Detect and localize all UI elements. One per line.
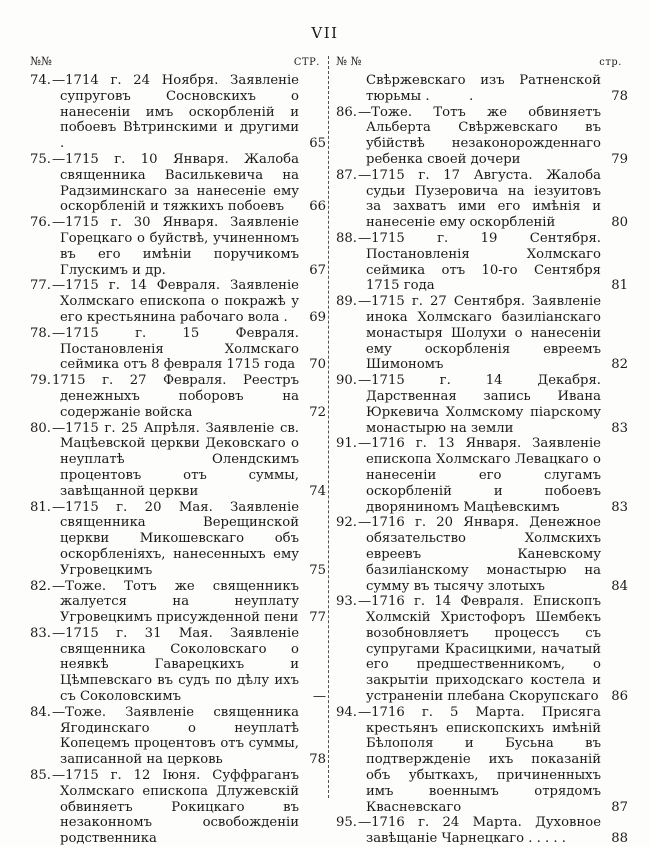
entry-page-number: 88 (611, 831, 628, 847)
right-entries-container (336, 73, 628, 847)
right-header-numbers-label: № № (336, 54, 362, 68)
entry-text: —1715 г. 20 Мая. Заявленіе священника Верещинской церкви Микошевскаго объ оскорбленіяхъ, нанесенныхъ ему Угровецкимъ (51, 499, 299, 578)
entry-text: —1714 г. 24 Ноября. Заявленіе супруговъ Сосновскихъ о нанесеніи имъ оскорбленій и побоевъ Вѣтринскими и другими . (51, 73, 299, 152)
entry-text: —Тоже. Тотъ же обвиняетъ Альберта Свѣржевскаго въ убійствѣ незаконорожденнаго ребенка своей дочери (357, 104, 601, 167)
toc-entry (336, 515, 628, 594)
toc-entry (336, 594, 628, 705)
toc-entry (30, 705, 326, 768)
toc-entry (30, 326, 326, 373)
entry-text: Свѣржевскаго изъ Ратненской тюрьмы . . (366, 73, 601, 104)
toc-entry (336, 231, 628, 294)
entry-text: —1716 г. 24 Марта. Духовное завѣщаніе Чарнецкаго . . . . . (357, 815, 601, 847)
entry-number: 79. (30, 373, 51, 389)
entry-page-number: 69 (309, 309, 326, 325)
entry-page-number: 77 (309, 610, 326, 626)
entry-number: 84. (30, 704, 51, 720)
entry-text: —1715 г. 10 Января. Жалоба священника Василькевича на Радзиминскаго за нанесеніе ему оскорбленій и тяжкихъ побоевъ (51, 151, 299, 215)
toc-entry (336, 436, 628, 515)
entry-page-number: 87 (611, 799, 628, 815)
entry-text: —Тоже. Тотъ же священникъ жалуется на неуплату Угровецкимъ присужденной пени (51, 578, 299, 626)
toc-entry (30, 421, 326, 500)
entry-page-number: 79 (611, 151, 628, 167)
entry-number: 75. (30, 151, 51, 167)
toc-entry (30, 373, 326, 420)
entry-page-number: 78 (309, 752, 326, 768)
toc-entry (30, 626, 326, 705)
entry-page-number: 82 (611, 357, 628, 373)
entry-page-number: 86 (611, 689, 628, 705)
toc-entry (336, 815, 628, 847)
entry-page-number: 84 (611, 578, 628, 594)
toc-right-column (336, 54, 628, 847)
entry-number: 94. (336, 704, 357, 720)
toc-entry (336, 168, 628, 231)
entry-text: —1715 г. 14 Февраля. Заявленіе Холмскаго епископа о покражѣ у его крестьянина рабочаго вола . (51, 278, 299, 325)
entry-number: 83. (30, 625, 51, 641)
entry-text: —1716 г. 5 Марта. Присяга крестьянъ епископскихъ имѣній Бѣлополя и Бусьна въ подтвержденіе ихъ показаній объ убыткахъ, причиненныхъ имъ военнымъ отрядомъ Квасневскаго (357, 704, 601, 815)
page-folio: VII (311, 24, 339, 42)
entry-text: —1716 г. 13 Января. Заявленіе епископа Холмскаго Левацкаго о нанесеніи его слугамъ оскорбленій и побоевъ дворяниномъ Мацѣевскимъ (357, 436, 601, 515)
entry-number: 92. (336, 515, 357, 531)
entry-text: —1715 г. 27 Сентября. Заявленіе инока Холмскаго базиліанскаго монастыря Шолухи о нанесеніи ему оскорбленія евреемъ Шимономъ (357, 294, 601, 373)
toc-entry (30, 215, 326, 278)
entry-number: 87. (336, 167, 357, 183)
entry-page-number: 72 (309, 404, 326, 420)
entry-number: 82. (30, 578, 51, 594)
entry-page-number: 83 (611, 499, 628, 515)
entry-number: 74. (30, 73, 51, 88)
right-column-header (336, 54, 628, 73)
entry-text: —1715 г. 25 Апрѣля. Заявленіе св. Мацѣевской церкви Дековскаго о неуплатѣ Олендскимъ процентовъ отъ суммы, завѣщанной церкви (51, 420, 299, 499)
entry-number: 85. (30, 768, 51, 784)
entry-page-number: 78 (611, 88, 628, 104)
entry-page-number: 67 (309, 262, 326, 278)
entry-number: 93. (336, 594, 357, 610)
entry-page-number: 74 (309, 483, 326, 499)
entry-text: —1715 г. 17 Августа. Жалоба судьи Пузеровича на іезуитовъ за захватъ ими его имѣнія и нанесеніе ему оскорбленій (357, 167, 601, 231)
entry-number: 78. (30, 325, 51, 341)
left-column-header (30, 54, 326, 73)
entry-text: —1716 г. 14 Февраля. Епископъ Холмскій Христофоръ Шембекъ возобновляетъ процессъ съ супругами Красицкими, начатый его предшественникомъ, о закрытіи приходскаго костела и устраненіи плебана Скорупскаго (357, 594, 601, 705)
toc-entry (336, 105, 628, 168)
entry-text: —1715 г. 12 Іюня. Суффраганъ Холмскаго епископа Длужевскій обвиняетъ Рокицкаго въ незаконномъ освобожденіи родственника (51, 768, 299, 847)
entry-number: 80. (30, 420, 51, 436)
entry-page-number: 65 (309, 136, 326, 152)
entry-text: —1715 г. 31 Мая. Заявленіе священника Соколовскаго о неявкѣ Гаварецкихъ и Цѣмпевскаго въ судъ по дѣлу ихъ съ Соколовскимъ (51, 625, 299, 705)
entry-number: 77. (30, 278, 51, 294)
entry-number: 81. (30, 499, 51, 515)
entry-page-number: 81 (611, 278, 628, 294)
toc-entry (336, 73, 628, 105)
entry-text: —1715 г. 14 Декабря. Дарственная запись Ивана Юркевича Холмскому піарскому монастырю на земли (357, 373, 601, 436)
entry-text: —1715 г. 19 Сентября. Постановленія Холмскаго сеймика отъ 10-го Сентября 1715 года (357, 230, 601, 294)
toc-entry (30, 152, 326, 215)
toc-entry (336, 294, 628, 373)
entry-number: 89. (336, 294, 357, 310)
entry-number: 95. (336, 815, 357, 831)
left-header-numbers-label: №№ (30, 54, 52, 68)
column-divider-rule (328, 56, 329, 798)
entry-page-number: 75 (309, 562, 326, 578)
left-entries-container (30, 73, 326, 847)
entry-number: 86. (336, 104, 357, 120)
toc-entry (30, 768, 326, 847)
toc-entry (30, 579, 326, 626)
toc-entry (336, 373, 628, 436)
entry-page-number: 80 (611, 215, 628, 231)
toc-entry (30, 500, 326, 579)
toc-entry (30, 73, 326, 152)
left-header-page-label: СТР. (293, 57, 320, 68)
entry-text: —1715 г. 30 Января. Заявленіе Горецкаго о буйствѣ, учиненномъ въ его имѣніи поручикомъ Глускимъ и др. (51, 215, 299, 278)
toc-entry (336, 705, 628, 816)
right-header-page-label: стр. (599, 57, 622, 68)
entry-text: —1715 г. 15 Февраля. Постановленія Холмскаго сеймика отъ 8 февраля 1715 года (51, 325, 299, 373)
toc-entry (30, 278, 326, 325)
entry-page-number: — (312, 689, 326, 705)
entry-number: 88. (336, 230, 357, 246)
entry-text: —1716 г. 20 Января. Денежное обязательство Холмскихъ евреевъ Каневскому базиліанскому монастырю на сумму въ тысячу злотыхъ (357, 515, 601, 594)
entry-page-number: 66 (309, 199, 326, 215)
entry-text: —Тоже. Заявленіе священника Ягодинскаго о неуплатѣ Копецемъ процентовъ отъ суммы, записанной на церковь (51, 704, 299, 768)
entry-number: 76. (30, 215, 51, 231)
entry-number: 91. (336, 436, 357, 452)
entry-text: 1715 г. 27 Февраля. Реестръ денежныхъ поборовъ на содержаніе войска (51, 373, 299, 420)
entry-page-number: 70 (309, 357, 326, 373)
toc-left-column (30, 54, 326, 847)
entry-page-number: 83 (611, 420, 628, 436)
entry-number: 90. (336, 373, 357, 389)
